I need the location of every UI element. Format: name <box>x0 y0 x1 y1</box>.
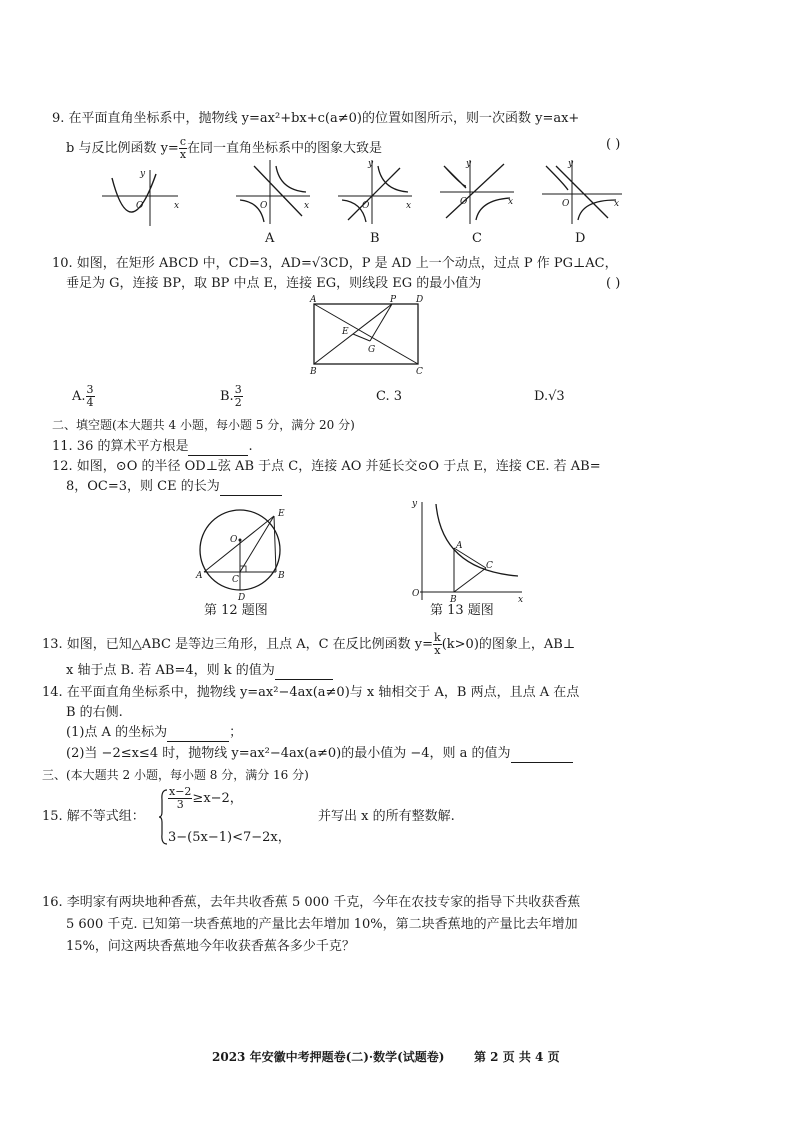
q9-answer-paren: ( ) <box>606 137 621 152</box>
footer-page: 第 2 页 共 4 页 <box>474 1050 560 1064</box>
q15-suffix: 并写出 x 的所有整数解. <box>318 809 455 824</box>
svg-text:O: O <box>362 201 370 211</box>
q12-label-d: D <box>238 593 246 603</box>
q10-option-d: D.√3 <box>534 389 565 404</box>
svg-text:O: O <box>136 201 144 211</box>
q9-option-c-figure <box>440 160 514 224</box>
svg-text:x: x <box>614 199 620 209</box>
section2-heading: 二、填空题(本大题共 4 小题，每小题 5 分，满分 20 分) <box>52 418 355 432</box>
q14-part1: (1)点 A 的坐标为 ； <box>66 725 243 740</box>
q15-brace <box>158 788 168 846</box>
svg-text:y: y <box>466 159 472 169</box>
svg-text:O: O <box>460 197 468 207</box>
q13-line1: 13. 如图，已知△ABC 是等边三角形，且点 A，C 在反比例函数 y= $\frac{k}{x}$ (k>0)的图象上，AB⊥ <box>42 631 576 657</box>
q10-label-a: A <box>310 295 317 305</box>
q15-prefix: 15. 解不等式组： <box>42 809 145 824</box>
q16-line1: 16. 李明家有两块地种香蕉，去年共收香蕉 5 000 千克，今年在农技专家的指导下共收获香蕉 <box>42 895 581 910</box>
q9-option-d-label: D <box>575 231 586 246</box>
q10-line2: 垂足为 G，连接 BP，取 BP 中点 E，连接 EG，则线段 EG 的最小值为 <box>66 276 482 291</box>
q14-line2: B 的右侧. <box>66 705 123 720</box>
q13-label-c: C <box>486 561 493 571</box>
q14-part2-blank[interactable] <box>511 748 573 763</box>
svg-text:x: x <box>406 201 412 211</box>
q16-line2: 5 600 千克. 已知第一块香蕉地的产量比去年增加 10%，第二块香蕉地的产量比去年增加 <box>66 917 578 932</box>
q13-label-b: B <box>450 595 457 605</box>
q13-graph-figure <box>406 496 526 605</box>
q11-line: 11. 36 的算术平方根是 . <box>52 439 253 454</box>
q16-line3: 15%，问这两块香蕉地今年收获香蕉各多少千克？ <box>66 939 355 954</box>
q12-label-b: B <box>278 571 285 581</box>
q15-inequality-1: $\frac{x-2}{3}$ ≥x−2， <box>169 785 243 811</box>
q13-caption: 第 13 题图 <box>430 603 494 618</box>
q12-label-a: A <box>196 571 203 581</box>
q13-line2: x 轴于点 B. 若 AB=4，则 k 的值为 <box>66 662 333 680</box>
svg-text:y: y <box>568 159 574 169</box>
q14-part1-blank[interactable] <box>167 727 229 742</box>
q10-line1: 10. 如图，在矩形 ABCD 中，CD=3，AD=√3CD，P 是 AD 上一个动点，过点 P 作 PG⊥AC， <box>52 256 618 271</box>
svg-text:O: O <box>260 201 268 211</box>
q14-part2: (2)当 −2≤x≤4 时，抛物线 y=ax²−4ax(a≠0)的最小值为 −4，则 a 的值为 <box>66 745 573 763</box>
q10-label-c: C <box>416 367 423 377</box>
svg-text:O: O <box>562 199 570 209</box>
q10-label-d: D <box>416 295 424 305</box>
q13-answer-blank[interactable] <box>275 665 333 680</box>
q13-fraction: $\frac{k}{x}$ <box>434 631 441 657</box>
q9-line1: 9. 在平面直角坐标系中，抛物线 y=ax²+bx+c(a≠0)的位置如图所示，则一次函数 y=ax+ <box>52 111 580 126</box>
q10-option-b: B. $\frac{3}{2}$ <box>220 383 242 409</box>
svg-text:x: x <box>508 197 514 207</box>
q9-fraction: $\frac{c}{x}$ <box>179 135 187 161</box>
q12-line2: 8，OC=3，则 CE 的长为 <box>66 478 282 496</box>
q10-option-c: C. 3 <box>376 389 403 404</box>
q10-option-a: A. $\frac{3}{4}$ <box>72 383 94 409</box>
q10-label-g: G <box>368 345 376 355</box>
svg-text:y: y <box>368 159 374 169</box>
q13-label-y: y <box>412 499 418 509</box>
q12-answer-blank[interactable] <box>220 481 282 496</box>
q14-line1: 14. 在平面直角坐标系中，抛物线 y=ax²−4ax(a≠0)与 x 轴相交于 A，B 两点，且点 A 在点 <box>42 685 580 700</box>
q12-circle-figure <box>194 506 298 602</box>
q9-line2: b 与反比例函数 y= $\frac{c}{x}$ 在同一直角坐标系中的图象大致是 <box>66 135 383 161</box>
q10-answer-paren: ( ) <box>606 276 621 291</box>
q9-option-a-label: A <box>265 231 275 246</box>
q13-label-x: x <box>518 595 524 605</box>
q13-label-o: O <box>412 589 420 599</box>
svg-text:x: x <box>174 201 180 211</box>
q9-option-a-figure <box>236 160 310 224</box>
q10-rectangle-figure <box>306 292 426 378</box>
q12-line1: 12. 如图，⊙O 的半径 OD⊥弦 AB 于点 C，连接 AO 并延长交⊙O 于点 E，连接 CE. 若 AB= <box>52 459 601 474</box>
q10-label-e: E <box>342 327 349 337</box>
q9-option-b-label: B <box>370 231 380 246</box>
q10-label-p: P <box>390 295 397 305</box>
footer-title: 2023 年安徽中考押题卷(二)·数学(试题卷) <box>212 1050 445 1064</box>
svg-text:x: x <box>304 201 310 211</box>
q12-caption: 第 12 题图 <box>204 603 268 618</box>
q15-inequality-2: 3−(5x−1)<7−2x， <box>168 830 291 845</box>
section3-heading: 三、(本大题共 2 小题，每小题 8 分，满分 16 分) <box>42 768 309 782</box>
q9-option-c-label: C <box>472 231 482 246</box>
q9-option-d-figure <box>542 160 622 224</box>
q9-option-b-figure <box>338 160 412 224</box>
q12-label-e: E <box>278 509 285 519</box>
q9-parabola-figure <box>100 168 180 228</box>
q13-label-a: A <box>456 541 463 551</box>
svg-text:y: y <box>140 169 146 179</box>
q10-label-b: B <box>310 367 317 377</box>
q12-label-o: O <box>230 535 238 545</box>
q11-answer-blank[interactable] <box>188 441 248 456</box>
q12-label-c: C <box>232 575 239 585</box>
